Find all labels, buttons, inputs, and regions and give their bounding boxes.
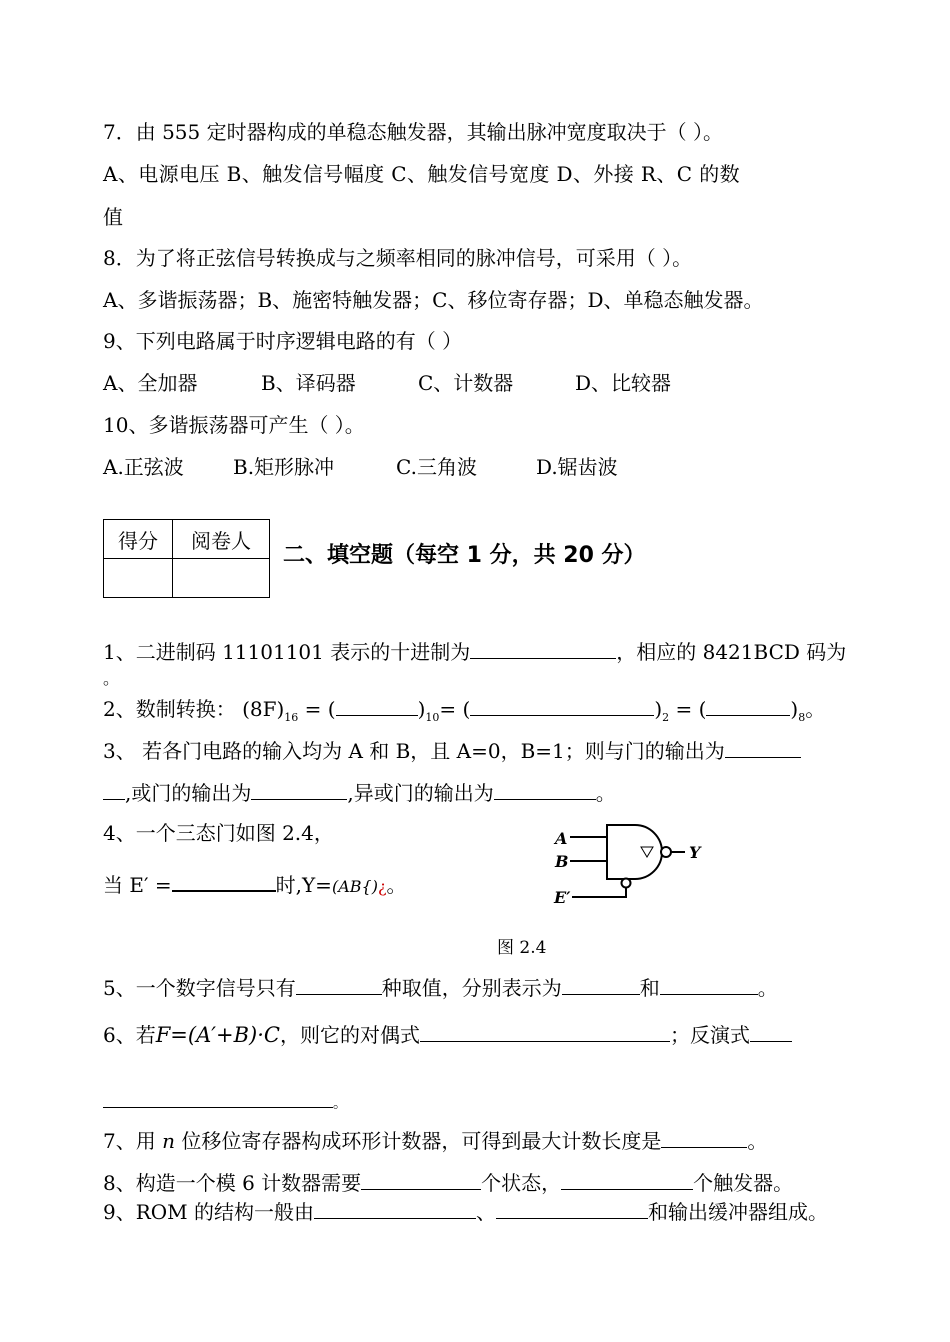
fill-8 [103, 1169, 793, 1195]
option-a: A.正弦波 [103, 455, 184, 479]
tri-state-gate-diagram [550, 820, 710, 910]
base-16: 16 [284, 711, 299, 724]
answer-blank[interactable] [470, 638, 616, 659]
period: 。 [805, 697, 826, 721]
option-b: B.矩形脉冲 [233, 455, 335, 479]
period: 。 [757, 976, 778, 1000]
option-d: D.锯齿波 [536, 455, 618, 479]
fill-9-text-3: 和输出缓冲器组成。 [648, 1200, 829, 1224]
fill-8-text: 8、构造一个模 6 计数器需要 [103, 1171, 362, 1195]
gate-label-e: E′ [554, 888, 571, 907]
option-b: B、译码器 [261, 371, 356, 395]
base-2: 2 [662, 711, 670, 724]
fill-1-end: 。 [103, 669, 120, 688]
fill-5-text: 5、一个数字信号只有 [103, 976, 296, 1000]
period: 。 [333, 1096, 347, 1112]
answer-blank[interactable] [251, 779, 347, 800]
fill-5-text-2: 种取值，分别表示为 [381, 976, 562, 1000]
fill-8-text-3: 个触发器。 [693, 1171, 794, 1195]
fill-9-text-2: 、 [476, 1200, 497, 1224]
period: 。 [747, 1129, 768, 1153]
question-8-options: A、多谐振荡器；B、施密特触发器；C、移位寄存器；D、单稳态触发器。 [103, 288, 764, 312]
formula-text: (AB{) [331, 877, 378, 896]
answer-blank[interactable] [470, 695, 654, 716]
answer-blank[interactable] [661, 1127, 747, 1148]
fill-1 [103, 638, 846, 664]
answer-blank[interactable] [103, 1087, 333, 1108]
answer-blank[interactable] [660, 974, 758, 995]
answer-blank[interactable] [496, 1198, 648, 1219]
fill-4-line-1: 4、一个三态门如图 2.4， [103, 821, 334, 845]
base-8: 8 [798, 711, 806, 724]
answer-blank[interactable] [172, 870, 276, 892]
enable-wire [572, 887, 626, 897]
enable-bubble [622, 879, 631, 888]
fill-6-text: 6、若 [103, 1023, 156, 1047]
grader-cell[interactable] [173, 559, 270, 598]
period: 。 [595, 781, 616, 805]
formula-expression [332, 877, 387, 896]
gate-label-a: A [555, 829, 568, 848]
question-9: 9、下列电路属于时序逻辑电路的有（ ） [103, 329, 463, 353]
option-d: D、比较器 [575, 371, 672, 395]
fill-4-line-2 [103, 870, 407, 899]
formula-mark: ¿ [377, 877, 387, 896]
period: 。 [386, 873, 407, 897]
fill-7-text-2: 位移位寄存器构成环形计数器，可得到最大计数长度是 [174, 1129, 662, 1153]
option-c: C.三角波 [396, 455, 477, 479]
fill-7-text: 7、用 [103, 1129, 163, 1153]
nand-gate-body [607, 825, 662, 879]
fill-6-text-3: ；反演式 [670, 1023, 750, 1047]
question-7-options-cont: 值 [103, 205, 123, 229]
eq: = ( [298, 697, 336, 721]
answer-blank[interactable] [420, 1021, 670, 1042]
gate-label-b: B [555, 852, 569, 871]
option-a: A、全加器 [103, 371, 198, 395]
variable-n: n [162, 1129, 175, 1153]
fill-7 [103, 1127, 767, 1153]
fill-4-text: 当 E′ = [103, 873, 172, 897]
answer-blank[interactable] [361, 1169, 481, 1190]
fill-3-line-1 [103, 737, 801, 763]
fill-3-line-2 [103, 779, 616, 805]
fill-6-text-2: ，则它的对偶式 [280, 1023, 420, 1047]
question-7-options: A、电源电压 B、触发信号幅度 C、触发信号宽度 D、外接 R、C 的数 [103, 162, 741, 186]
answer-blank[interactable] [336, 695, 418, 716]
answer-blank[interactable] [296, 974, 382, 995]
output-bubble [661, 847, 671, 857]
eq: = ( [439, 697, 471, 721]
base-10: 10 [425, 711, 440, 724]
fill-4-text-2: 时,Y= [275, 873, 332, 897]
paren: ) [417, 697, 426, 721]
option-c: C、计数器 [418, 371, 514, 395]
fill-9-text: 9、ROM 的结构一般由 [103, 1200, 315, 1224]
answer-blank[interactable] [562, 974, 640, 995]
paren: ) [790, 697, 799, 721]
fill-9 [103, 1198, 828, 1224]
fill-1-text: 1、二进制码 11101101 表示的十进制为 [103, 640, 471, 664]
fill-3-text-2: ,或门的输出为 [125, 781, 252, 805]
question-7: 7．由 555 定时器构成的单稳态触发器，其输出脉冲宽度取决于（ ）。 [103, 120, 723, 144]
figure-caption: 图 2.4 [497, 938, 547, 958]
fill-3-text: 3、 若各门电路的输入均为 A 和 B，且 A=0，B=1；则与门的输出为 [103, 739, 725, 763]
fill-5-text-3: 和 [639, 976, 660, 1000]
answer-blank[interactable] [494, 779, 596, 800]
fill-2 [103, 695, 825, 730]
answer-blank[interactable] [706, 695, 790, 716]
fill-5 [103, 974, 778, 1000]
fill-2-text: 2、数制转换： (8F) [103, 697, 285, 721]
question-8: 8．为了将正弦信号转换成与之频率相同的脉冲信号，可采用（ ）。 [103, 246, 693, 270]
score-header: 得分 [104, 520, 173, 559]
answer-blank[interactable] [103, 779, 125, 800]
grader-header: 阅卷人 [173, 520, 270, 559]
answer-blank[interactable] [314, 1198, 476, 1219]
fill-6 [103, 1021, 792, 1047]
eq: = ( [669, 697, 707, 721]
question-10: 10、多谐振荡器可产生（ ）。 [103, 413, 365, 437]
question-10-options [103, 455, 618, 479]
formula: F=(A′+B)·C [155, 1023, 280, 1047]
paren: ) [654, 697, 663, 721]
fill-1-text-2: ，相应的 8421BCD 码为 [616, 640, 847, 664]
fill-8-text-2: 个状态， [481, 1171, 562, 1195]
question-9-options [103, 371, 671, 395]
score-table [103, 519, 270, 598]
answer-blank[interactable] [561, 1169, 693, 1190]
answer-blank[interactable] [725, 737, 801, 758]
answer-blank[interactable] [750, 1021, 792, 1042]
fill-6-cont [103, 1087, 347, 1116]
gate-label-y: Y [689, 843, 701, 862]
fill-3-text-3: ,异或门的输出为 [347, 781, 494, 805]
score-cell[interactable] [104, 559, 173, 598]
section-title: 二、填空题（每空 1 分，共 20 分） [283, 543, 646, 568]
